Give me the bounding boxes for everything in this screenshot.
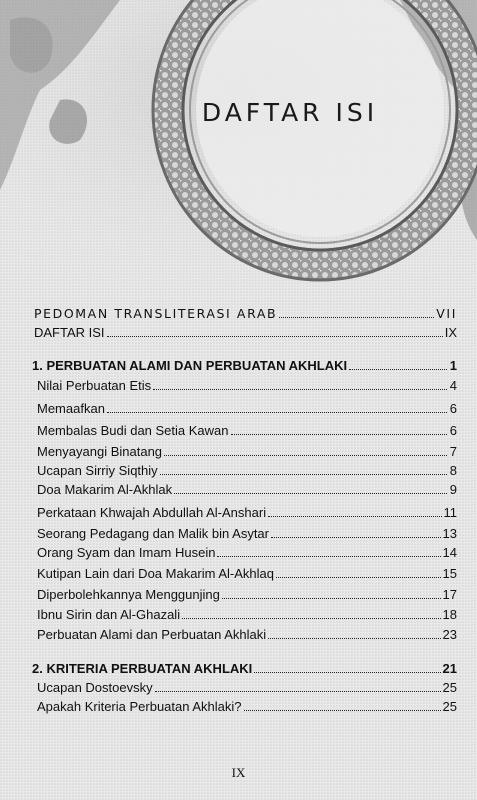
toc-page-number: 1 (449, 358, 457, 373)
dot-leader (231, 434, 447, 435)
toc-entry-title: PEDOMAN TRANSLITERASI ARAB (34, 306, 278, 321)
toc-page-number: VII (436, 306, 457, 321)
dot-leader (160, 474, 447, 475)
toc-entry-title: Kutipan Lain dari Doa Makarim Al-Akhlaq (37, 566, 275, 581)
toc-entry-title: Seorang Pedagang dan Malik bin Asytar (37, 526, 269, 541)
dot-leader (244, 710, 441, 711)
dot-leader (107, 412, 447, 413)
dot-leader (222, 598, 441, 599)
dot-leader (279, 317, 434, 318)
toc-page-number: 8 (449, 463, 457, 478)
dot-leader (254, 672, 440, 673)
toc-page-number: 15 (442, 566, 457, 581)
toc-page-number: 14 (442, 545, 457, 560)
toc-row (37, 545, 457, 560)
dot-leader (155, 691, 441, 692)
toc-entry-title: Ucapan Dostoevsky (37, 680, 153, 695)
toc-entry-title: Menyayangi Binatang (37, 444, 163, 459)
page-title: DAFTAR ISI (201, 98, 379, 127)
dot-leader (276, 577, 441, 578)
toc-entry-title: 1. PERBUATAN ALAMI DAN PERBUATAN AKHLAKI (32, 358, 348, 373)
toc-page-number: 7 (449, 444, 457, 459)
toc-entry-title: Apakah Kriteria Perbuatan Akhlaki? (37, 699, 242, 714)
toc-entry-title: Membalas Budi dan Setia Kawan (37, 423, 229, 438)
toc-entry-title: 2. KRITERIA PERBUATAN AKHLAKI (32, 661, 253, 676)
dot-leader (271, 537, 441, 538)
toc-page-number: 23 (442, 627, 457, 642)
toc-row (37, 699, 457, 714)
toc-page-number: 9 (449, 482, 457, 497)
dot-leader (164, 455, 447, 456)
toc-row (37, 566, 457, 581)
dot-leader (107, 336, 443, 337)
toc-row (37, 505, 457, 520)
toc-entry-title: Ibnu Sirin dan Al-Ghazali (37, 607, 181, 622)
toc-page-number: 6 (449, 423, 457, 438)
toc-row (37, 378, 457, 393)
toc-entry-title: Perkataan Khwajah Abdullah Al-Anshari (37, 505, 267, 520)
toc-page-number: 6 (449, 401, 457, 416)
dot-leader (217, 556, 440, 557)
dot-leader (174, 493, 447, 494)
toc-row (37, 627, 457, 642)
dot-leader (182, 618, 440, 619)
toc-row (37, 463, 457, 478)
toc-page-number: IX (444, 325, 457, 340)
toc-entry-title: Ucapan Sirriy Siqthiy (37, 463, 158, 478)
toc-row (37, 680, 457, 695)
toc-chapter-row (32, 661, 457, 676)
dot-leader (153, 389, 447, 390)
toc-row (37, 482, 457, 497)
toc-page-number: 18 (442, 607, 457, 622)
toc-row (37, 607, 457, 622)
toc-page-number: 11 (443, 505, 457, 520)
toc-row (37, 444, 457, 459)
toc-entry-title: DAFTAR ISI (34, 325, 105, 340)
dot-leader (349, 369, 447, 370)
toc-entry-title: Perbuatan Alami dan Perbuatan Akhlaki (37, 627, 267, 642)
dot-leader (268, 638, 440, 639)
toc-chapter-row (32, 358, 457, 373)
toc-entry-title: Nilai Perbuatan Etis (37, 378, 152, 393)
toc-page-number: 21 (442, 661, 457, 676)
toc-row (37, 423, 457, 438)
page-number: IX (231, 765, 246, 780)
toc-row (34, 325, 457, 340)
toc-row (37, 587, 457, 602)
toc-row (34, 306, 457, 321)
toc-entry-title: Diperbolehkannya Menggunjing (37, 587, 220, 602)
toc-entry-title: Orang Syam dan Imam Husein (37, 545, 216, 560)
toc-page-number: 25 (442, 680, 457, 695)
toc-row (37, 526, 457, 541)
toc-page-number: 13 (442, 526, 457, 541)
toc-page-number: 25 (442, 699, 457, 714)
toc-entry-title: Doa Makarim Al-Akhlak (37, 482, 173, 497)
toc-page-number: 17 (442, 587, 457, 602)
toc-row (37, 401, 457, 416)
dot-leader (268, 516, 441, 517)
toc-entry-title: Memaafkan (37, 401, 105, 416)
toc-page-number: 4 (449, 378, 457, 393)
